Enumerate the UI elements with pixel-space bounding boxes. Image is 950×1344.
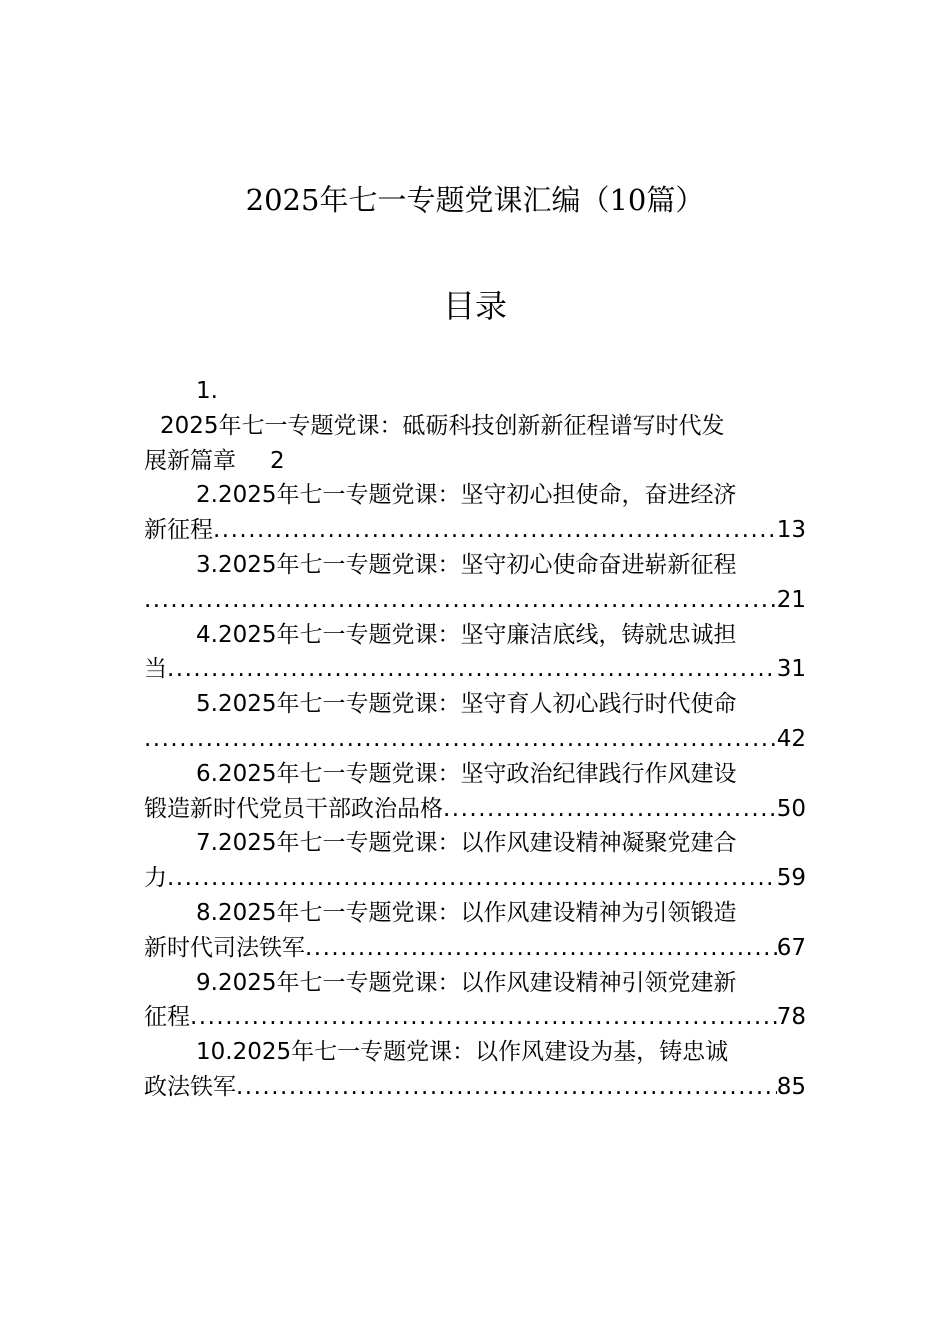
toc-entry-text: 展新篇章 [144,447,236,474]
toc-entry-2-line1[interactable] [144,478,806,513]
toc-entry-6-line1[interactable] [144,757,806,792]
toc-page-number: 31 [776,656,806,683]
toc-page-number: 85 [776,1073,806,1100]
toc-entry-text: 当 [144,656,167,683]
toc-entry-text: 新时代司法铁军 [144,934,305,961]
toc-entry-text: 8.2025年七一专题党课：以作风建设精神为引领锻造 [196,899,737,926]
dot-leader [167,861,777,896]
toc-entry-1-line1[interactable] [144,409,806,444]
document-title: 2025年七一专题党课汇编（10篇） [245,183,705,217]
dot-leader [190,1000,777,1035]
toc-entry-text: 4.2025年七一专题党课：坚守廉洁底线，铸就忠诚担 [196,621,737,648]
toc-entry-10-line1[interactable] [144,1035,806,1070]
toc-entry-text: 新征程 [144,517,213,544]
dot-leader [213,513,777,548]
toc-entry-10-line2[interactable] [144,1070,806,1105]
toc-entry-9-line2[interactable] [144,1000,806,1035]
toc-entry-number: 1. [196,378,218,404]
toc-entry-text: 3.2025年七一专题党课：坚守初心使命奋进崭新征程 [196,551,737,578]
toc-entry-text: 锻造新时代党员干部政治品格 [144,795,443,822]
toc-entry-4-line1[interactable] [144,618,806,653]
toc-entry-text: 2025年七一专题党课：砥砺科技创新新征程谱写时代发 [160,412,725,439]
toc-page-number: 21 [776,586,806,613]
toc-page-number: 42 [776,725,806,752]
toc-entry-3-line1[interactable] [144,548,806,583]
toc-page-number: 2 [270,447,285,474]
toc-entry-9-line1[interactable] [144,966,806,1001]
toc-entry-1-line2[interactable] [144,444,806,479]
toc-page-number: 50 [776,795,806,822]
dot-leader [305,931,777,966]
toc-entry-text: 7.2025年七一专题党课：以作风建设精神凝聚党建合 [196,830,737,857]
toc-entry-7-line1[interactable] [144,826,806,861]
toc-entry-text: 5.2025年七一专题党课：坚守育人初心践行时代使命 [196,691,737,718]
toc-entry-text: 力 [144,865,167,892]
dot-leader [167,652,777,687]
toc-page-number: 13 [776,517,806,544]
toc-entry-text: 政法铁军 [144,1073,236,1100]
toc-entry-6-line2[interactable] [144,792,806,827]
toc-entry-text: 2.2025年七一专题党课：坚守初心担使命，奋进经济 [196,482,737,509]
toc-entry-8-line1[interactable] [144,896,806,931]
toc-entry-5-line2[interactable] [144,722,806,757]
toc-entry-text: 10.2025年七一专题党课：以作风建设为基，铸忠诚 [196,1039,729,1066]
toc-page-number: 59 [776,865,806,892]
toc-entry-3-line2[interactable] [144,583,806,618]
toc-entry-7-line2[interactable] [144,861,806,896]
table-of-contents [144,374,806,1105]
toc-entry-4-line2[interactable] [144,652,806,687]
dot-leader [236,1070,777,1105]
toc-entry-text: 征程 [144,1004,190,1031]
toc-page-number: 67 [776,934,806,961]
toc-entry-text: 6.2025年七一专题党课：坚守政治纪律践行作风建设 [196,760,737,787]
toc-entry-5-line1[interactable] [144,687,806,722]
dot-leader [144,722,777,757]
toc-entry-8-line2[interactable] [144,931,806,966]
dot-leader [144,583,777,618]
toc-page-number: 78 [776,1004,806,1031]
toc-entry-text: 9.2025年七一专题党课：以作风建设精神引领党建新 [196,969,737,996]
toc-entry-2-line2[interactable] [144,513,806,548]
dot-leader [443,792,777,827]
toc-entry-1-number[interactable] [144,374,806,409]
toc-heading: 目录 [442,287,507,325]
